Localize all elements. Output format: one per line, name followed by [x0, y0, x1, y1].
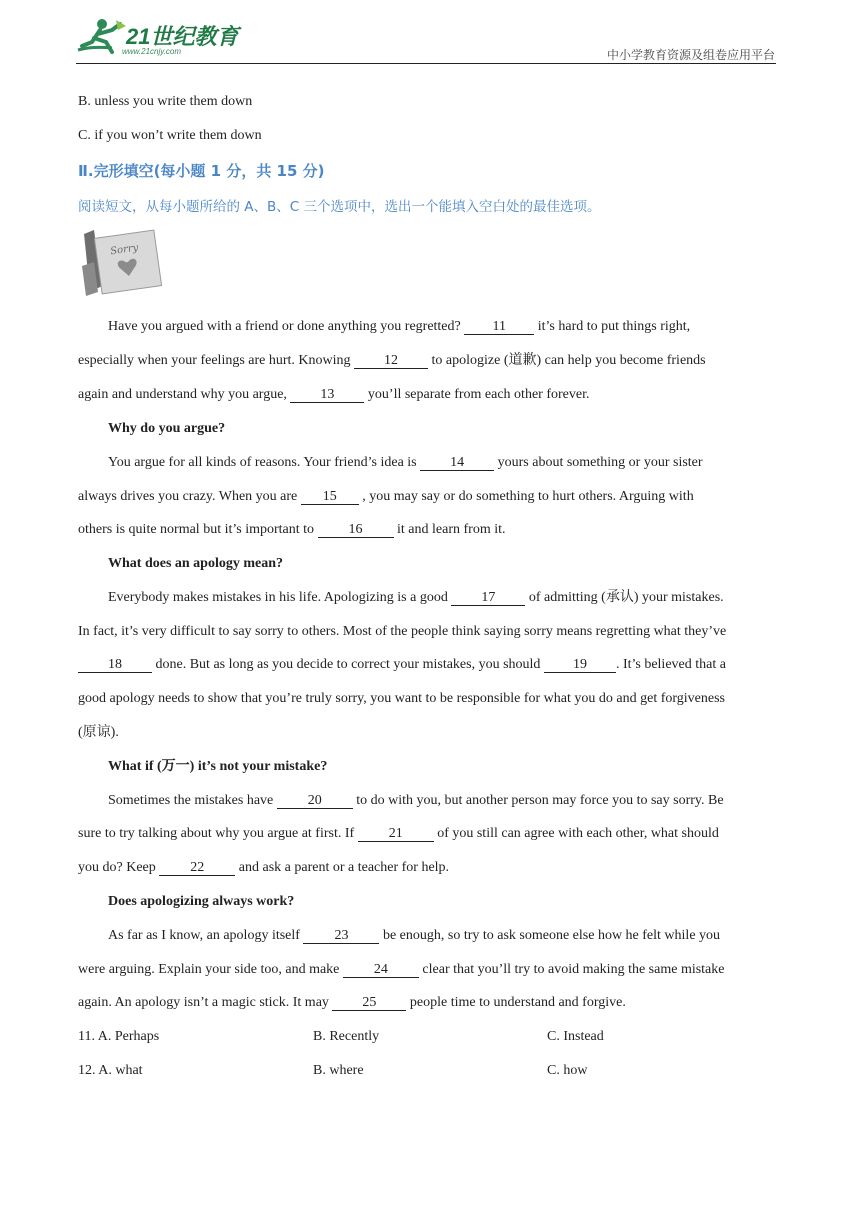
q11-option-c: C. Instead	[547, 1029, 604, 1044]
blank-18: 18	[78, 657, 152, 673]
logo-text: 21世纪教育	[126, 24, 239, 49]
passage-line: Have you argued with a friend or done anything you regretted? 11 it’s hard to put things right,	[108, 319, 691, 334]
blank-11: 11	[464, 319, 534, 335]
passage-line: especially when your feelings are hurt. Knowing 12 to apologize (道歉) can help you become friends	[78, 353, 706, 368]
q11-option-a: 11. A. Perhaps	[78, 1029, 160, 1044]
prev-option-c: C. if you won’t write them down	[78, 128, 262, 143]
card-text: Sorry	[109, 242, 140, 258]
blank-16: 16	[318, 522, 394, 538]
passage-line: good apology needs to show that you’re truly sorry, you want to be responsible for what you do and get forgiveness	[78, 691, 725, 706]
passage-line: 18 done. But as long as you decide to correct your mistakes, you should 19 . It’s believed that a	[78, 657, 726, 673]
prev-option-b: B. unless you write them down	[78, 94, 253, 109]
header-divider	[76, 63, 776, 64]
passage-line: Everybody makes mistakes in his life. Apologizing is a good 17 of admitting (承认) your mistakes.	[108, 590, 724, 605]
subheading-not-your-mistake: What if (万一) it’s not your mistake?	[108, 759, 328, 774]
page-header	[0, 0, 860, 66]
blank-12: 12	[354, 353, 428, 369]
passage-line: you do? Keep 22 and ask a parent or a teacher for help.	[78, 860, 450, 875]
q12-option-b: B. where	[313, 1063, 364, 1078]
subheading-apology-mean: What does an apology mean?	[108, 556, 284, 571]
blank-21: 21	[358, 826, 434, 842]
passage-line: (原谅).	[78, 725, 119, 740]
blank-24: 24	[343, 962, 419, 978]
sorry-card-image	[80, 226, 162, 298]
section-instruction: 阅读短文，从每小题所给的 A、B、C 三个选项中，选出一个能填入空白处的最佳选项。	[78, 199, 601, 215]
passage-line: were arguing. Explain your side too, and make 24 clear that you’ll try to avoid making the same mistake	[78, 962, 725, 977]
logo-url: www.21cnjy.com	[122, 47, 181, 56]
blank-14: 14	[420, 455, 494, 471]
passage-line: again and understand why you argue, 13 you’ll separate from each other forever.	[78, 387, 590, 402]
blank-23: 23	[303, 928, 379, 944]
blank-25: 25	[332, 995, 406, 1011]
blank-13: 13	[290, 387, 364, 403]
passage-line: In fact, it’s very difficult to say sorry to others. Most of the people think saying sorry means regretting what they’ve	[78, 624, 727, 639]
blank-15: 15	[301, 489, 359, 505]
blank-22: 22	[159, 860, 235, 876]
q12-option-c: C. how	[547, 1063, 588, 1078]
q12-option-a: 12. A. what	[78, 1063, 143, 1078]
passage-line: again. An apology isn’t a magic stick. It may 25 people time to understand and forgive.	[78, 995, 626, 1010]
blank-17: 17	[451, 590, 525, 606]
passage-line: As far as I know, an apology itself 23 be enough, so try to ask someone else how he felt while you	[108, 928, 721, 943]
subheading-apologizing-work: Does apologizing always work?	[108, 894, 295, 909]
q11-option-b: B. Recently	[313, 1029, 380, 1044]
passage-line: Sometimes the mistakes have 20 to do with you, but another person may force you to say sorry. Be	[108, 793, 724, 808]
passage-line: always drives you crazy. When you are 15 , you may say or do something to hurt others. Arguing with	[78, 489, 694, 504]
passage-line: others is quite normal but it’s important to 16 it and learn from it.	[78, 522, 506, 537]
passage-line: sure to try talking about why you argue at first. If 21 of you still can agree with each other, what should	[78, 826, 719, 841]
subheading-why-argue: Why do you argue?	[108, 421, 226, 436]
passage-line: You argue for all kinds of reasons. Your friend’s idea is 14 yours about something or your sister	[108, 455, 703, 470]
platform-name: 中小学教育资源及组卷应用平台	[606, 48, 775, 62]
section-title: Ⅱ.完形填空(每小题 1 分，共 15 分)	[78, 162, 325, 180]
blank-19: 19	[544, 657, 616, 673]
blank-20: 20	[277, 793, 353, 809]
